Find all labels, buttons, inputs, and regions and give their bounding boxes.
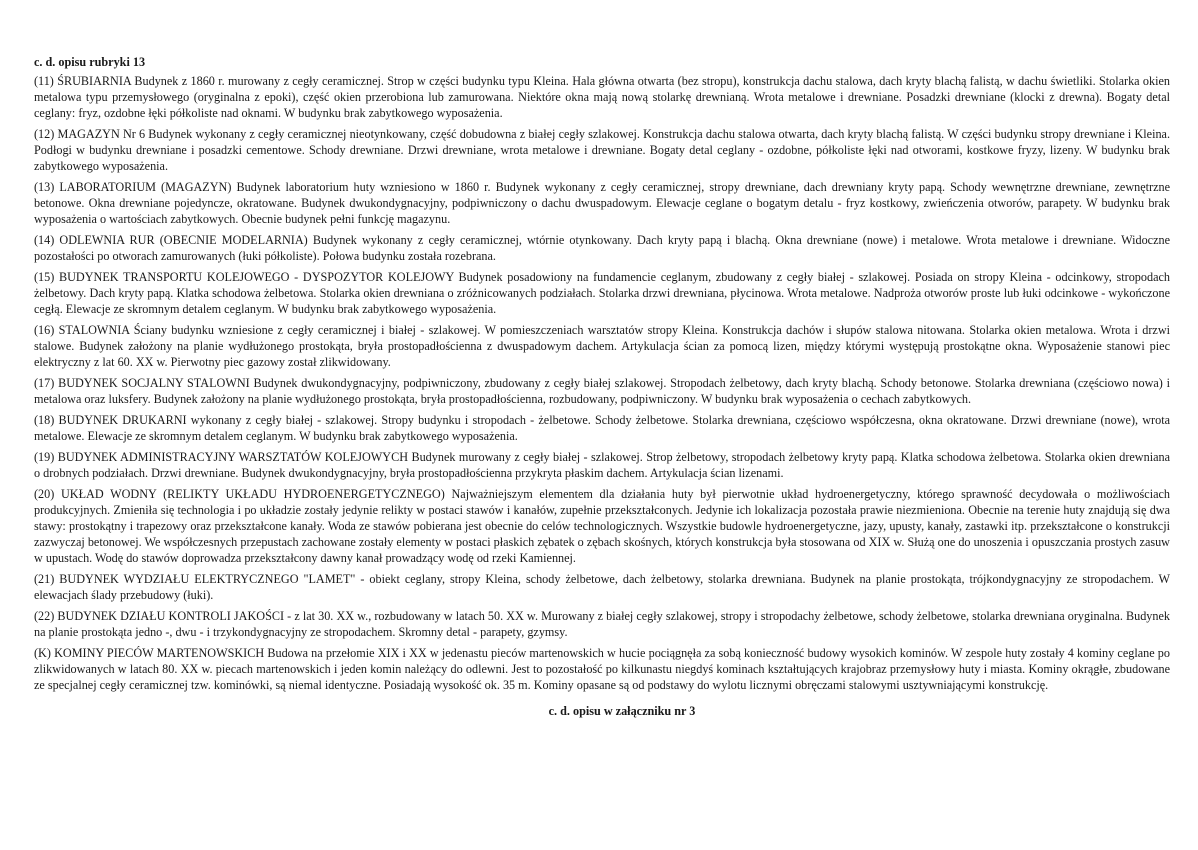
list-item bbox=[34, 449, 1170, 481]
list-item bbox=[34, 645, 1170, 693]
entry-text: Budynek wykonany z cegły ceramicznej, wtórnie otynkowany. Dach kryty papą i blachą. Okna drewniane (nowe) i metalowe. Wrota metalowe i drewniane. Widoczne pozostałości po otworach zamurowanych (łuki półkoliste). Połowa budynku została rozebrana. bbox=[34, 233, 1170, 263]
entry-text: wykonany z cegły białej - szlakowej. Stropy budynku i stropodach - żelbetowe. Schody żelbetowe. Stolarka drewniana, częściowo współczesna, okna okratowane. Drzwi drewniane (nowe), wrota metalowe. Elewacje ze skromnym detalem ceglanym. W budynku brak zabytkowego wyposażenia. bbox=[34, 413, 1170, 443]
entry-code: (20) UKŁAD WODNY (RELIKTY UKŁADU HYDROENERGETYCZNEGO) bbox=[34, 487, 445, 501]
entry-code: (17) BUDYNEK SOCJALNY STALOWNI bbox=[34, 376, 250, 390]
entry-text: Najważniejszym elementem dla działania huty był pierwotnie układ hydroenergetyczny, którego sprawność decydowała o możliwościach produkcyjnych. Zmieniła się technologia i po układzie zostały jedynie relikty w postaci stawów i kanałów, zupełnie przekształconych. Jedynie ich lokalizacja pozostała prawie niezmieniona. Obecnie na terenie huty znajdują się dwa stawy: prostokątny i trapezowy oraz przekształcone kanały. Woda ze stawów pobierana jest obecnie do celów technologicznych. Wszystkie budowle hydroenergetyczne, jazy, upusty, kanały, zastawki itp. przekształcone o konstrukcji zazwyczaj betonowej. We współczesnych przepustach zachowane zostały elementy w postaci płaskich zębatek o zębach skośnych, których konstrukcja była stosowana od XIX w. Służą one do unoszenia i opuszczania prostych zasuw w upustach. Wodę do stawów doprowadza przekształcony dawny kanał prowadzący wodę od rzeki Kamiennej. bbox=[34, 487, 1170, 565]
entry-text: Budynek posadowiony na fundamencie ceglanym, zbudowany z cegły białej - szlakowej. Posiada on stropy Kleina - odcinkowy, stropodach żelbetowy. Dach kryty papą. Klatka schodowa żelbetowa. Stolarka okien drewniana o zróżnicowanych podziałach. Stolarka drzwi drewniana, płycinowa. Wrota metalowe. Nadproża otworów proste lub łuki odcinkowe - wykończone cegłą. Elewacje ze skromnym detalem ceglanym. W budynku brak zabytkowego wyposażenia. bbox=[34, 270, 1170, 316]
entry-code: (13) LABORATORIUM (MAGAZYN) bbox=[34, 180, 232, 194]
list-item bbox=[34, 232, 1170, 264]
list-item bbox=[34, 179, 1170, 227]
list-item bbox=[34, 412, 1170, 444]
entry-text: - obiekt ceglany, stropy Kleina, schody żelbetowe, dach żelbetowy, stolarka drewniana. Budynek na planie prostokąta, trójkondygnacyjny ze stropodachem. W elewacjach ślady przebudowy (łuki). bbox=[34, 572, 1170, 602]
list-item bbox=[34, 375, 1170, 407]
entry-text: Budynek murowany z cegły białej - szlakowej. Strop żelbetowy, stropodach żelbetowy kryty papą. Klatka schodowa żelbetowa. Stolarka okien drewniana o drobnych podziałach. Drzwi drewniane. Budynek dwukondygnacyjny, bryła prostopadłościenna przykryta płaskim dachem. Artykulacja ścian lizenami. bbox=[34, 450, 1170, 480]
entry-code: (22) BUDYNEK DZIAŁU KONTROLI JAKOŚCI bbox=[34, 609, 285, 623]
entry-code: (15) BUDYNEK TRANSPORTU KOLEJOWEGO - DYSPOZYTOR KOLEJOWY bbox=[34, 270, 454, 284]
page-footer: c. d. opisu w załączniku nr 3 bbox=[548, 704, 696, 718]
entry-code: (14) ODLEWNIA RUR (OBECNIE MODELARNIA) bbox=[34, 233, 308, 247]
list-item bbox=[34, 269, 1170, 317]
entry-code: (12) MAGAZYN Nr 6 bbox=[34, 127, 146, 141]
entry-code: (16) STALOWNIA bbox=[34, 323, 130, 337]
entry-text: Ściany budynku wzniesione z cegły ceramicznej i białej - szlakowej. W pomieszczeniach warsztatów stropy Kleina. Konstrukcja dachów i słupów stalowa nitowana. Stolarka okien metalowa. Wrota i drzwi stalowe. Budynek założony na planie wydłużonego prostokąta, bryła prostopadłościenna z dwuspadowym dachem. Artykulacja ścian za pomocą lizen, między którymi występują prostokątne okna. Wyposażenie stanowi piec elektryczny z lat 60. XX w. Pierwotny piec gazowy został zlikwidowany. bbox=[34, 323, 1171, 369]
entry-text: - z lat 30. XX w., rozbudowany w latach 50. XX w. Murowany z białej cegły szlakowej, stropy i stropodachy żelbetowe, schody żelbetowe, stolarka drewniana oryginalna. Budynek na planie prostokąta jedno -, dwu - i trzykondygnacyjny ze stropodachem. Skromny detal - parapety, gzymsy. bbox=[34, 609, 1170, 639]
list-item bbox=[34, 73, 1170, 121]
entry-list bbox=[34, 73, 1170, 693]
entry-code: (K) KOMINY PIECÓW MARTENOWSKICH bbox=[34, 646, 265, 660]
list-item bbox=[34, 486, 1170, 566]
entry-code: (18) BUDYNEK DRUKARNI bbox=[34, 413, 187, 427]
entry-text: Budynek wykonany z cegły ceramicznej nieotynkowany, część dobudowna z białej cegły szlakowej. Konstrukcja dachu stalowa otwarta, dach kryty blachą falistą. W części budynku stropy drewniane i Kleina. Podłogi w budynku drewniane i posadzki cementowe. Schody drewniane. Drzwi drewniane, wrota metalowe i drewniane. Bogaty detal ceglany - ozdobne, półkoliste łęki nad otworami, kostkowe fryzy, lizeny. W budynku brak zabytkowego wyposażenia. bbox=[34, 127, 1171, 173]
entry-code: (21) BUDYNEK WYDZIAŁU ELEKTRYCZNEGO "LAMET" bbox=[34, 572, 356, 586]
entry-text: Budowa na przełomie XIX i XX w jedenastu pieców martenowskich w hucie pociągnęła za sobą konieczność budowy wysokich kominów. W zespole huty zostały 4 kominy ceglane po zlikwidowanych w latach 80. XX w. piecach martenowskich i jeden komin należący do odlewni. Jest to pozostałość po kilkunastu niegdyś kominach kształtujących krajobraz przemysłowy huty i miasta. Kominy okrągłe, zbudowane ze specjalnej cegły ceramicznej tzw. kominówki, są niemal identyczne. Posiadają wysokość ok. 35 m. Kominy opasane są od podstawy do wylotu licznymi obręczami stalowymi usztywniającymi konstrukcję. bbox=[34, 646, 1170, 692]
entry-code: (11) ŚRUBIARNIA bbox=[34, 74, 132, 88]
list-item bbox=[34, 608, 1170, 640]
list-item bbox=[34, 322, 1170, 370]
page-heading: c. d. opisu rubryki 13 bbox=[34, 55, 146, 69]
entry-text: Budynek z 1860 r. murowany z cegły ceramicznej. Strop w części budynku typu Kleina. Hala główna otwarta (bez stropu), konstrukcja dachu stalowa, dach kryty blachą falistą, w dachu świetliki. Stolarka okien metalowa typu przemysłowego (oryginalna z epoki), część okien przerobiona lub zamurowana. Niektóre okna mają nową stolarkę drewnianą. Wrota metalowe i drewniane. Posadzki drewniane (klocki z drewna). Bogaty detal ceglany: fryz, ozdobne łęki półkoliste nad oknami. W budynku brak zabytkowego wyposażenia. bbox=[34, 74, 1171, 120]
list-item bbox=[34, 126, 1170, 174]
entry-text: Budynek dwukondygnacyjny, podpiwniczony, zbudowany z cegły białej szlakowej. Stropodach żelbetowy, dach kryty blachą. Schody betonowe. Stolarka drewniana (częściowo nowa) i metalowa oraz luksfery. Budynek założony na planie wydłużonego prostokąta, bryła prostopadłościenna, rozbudowany, podpiwniczony. W budynku brak wyposażenia o cechach zabytkowych. bbox=[34, 376, 1171, 406]
document-page bbox=[34, 54, 1170, 719]
entry-text: Budynek laboratorium huty wzniesiono w 1860 r. Budynek wykonany z cegły ceramicznej, stropy drewniane, dach drewniany kryty papą. Schody wewnętrzne drewniane, zewnętrzne betonowe. Okna drewniane pojedyncze, okratowane. Budynek dwukondygnacyjny, podpiwniczony o dachu dwuspadowym. Elewacje ceglane o bogatym detalu - fryz kostkowy, zwieńczenia otworów, parapety. W budynku brak wyposażenia o wartościach zabytkowych. Obecnie budynek pełni funkcję magazynu. bbox=[34, 180, 1170, 226]
list-item bbox=[34, 571, 1170, 603]
entry-code: (19) BUDYNEK ADMINISTRACYJNY WARSZTATÓW KOLEJOWYCH bbox=[34, 450, 409, 464]
